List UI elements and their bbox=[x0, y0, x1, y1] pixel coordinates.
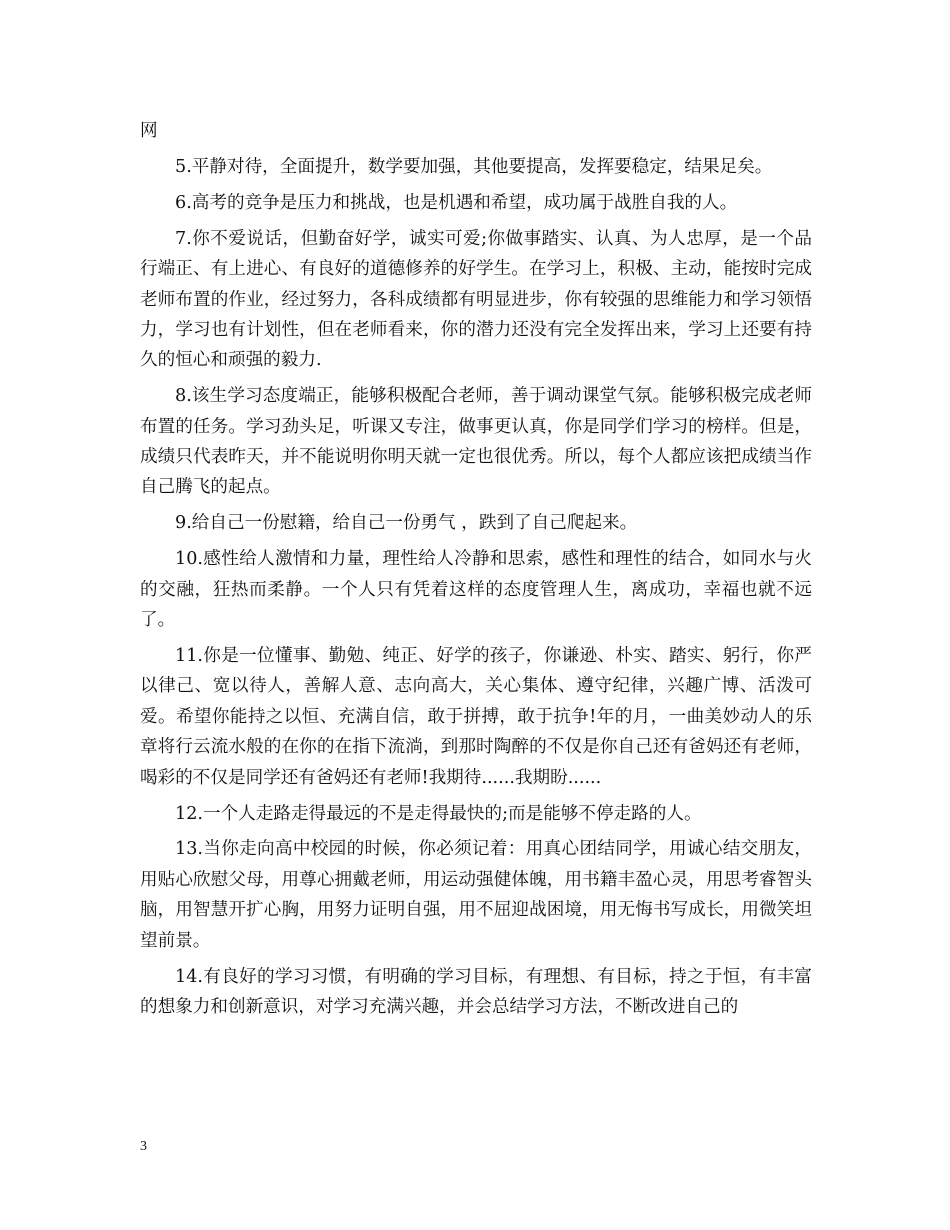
paragraph-item-10: 10.感性给人激情和力量，理性给人冷静和思索，感性和理性的结合，如同水与火的交融，狂热而柔静。一个人只有凭着这样的态度管理人生，离成功，幸福也就不远了。 bbox=[140, 549, 812, 631]
paragraph-item-12: 12.一个人走路走得最远的不是走得最快的;而是能够不停走路的人。 bbox=[175, 803, 702, 824]
paragraph-item-9: 9.给自己一份慰籍，给自己一份勇气 ，跌到了自己爬起来。 bbox=[175, 513, 638, 534]
paragraph-item-6: 6.高考的竞争是压力和挑战，也是机遇和希望，成功属于战胜自我的人。 bbox=[175, 192, 738, 213]
body-text bbox=[140, 116, 812, 1028]
paragraph-item-13: 13.当你走向高中校园的时候，你必须记着：用真心团结同学，用诚心结交朋友，用贴心欣慰父母，用尊心拥戴老师，用运动强健体魄，用书籍丰盈心灵，用思考睿智头脑，用智慧开扩心胸，用努力证明自强，用不屈迎战困境，用无悔书写成长，用微笑坦望前景。 bbox=[140, 839, 812, 951]
paragraph-item-14: 14.有良好的学习习惯，有明确的学习目标，有理想、有目标，持之于恒，有丰富的想象力和创新意识，对学习充满兴趣，并会总结学习方法，不断改进自己的 bbox=[140, 966, 812, 1017]
paragraph-continuation: 网 bbox=[140, 121, 158, 141]
paragraph-item-11: 11.你是一位懂事、勤勉、纯正、好学的孩子，你谦逊、朴实、踏实、躬行，你严以律己、宽以待人，善解人意、志向高大，关心集体、遵守纪律，兴趣广博、活泼可爱。希望你能持之以恒、充满自信，敢于拼搏，敢于抗争!年的月，一曲美妙动人的乐章将行云流水般的在你的在指下流淌，到那时陶醉的不仅是你自己还有爸妈还有老师，喝彩的不仅是同学还有爸妈还有老师!我期待......我期盼...... bbox=[140, 646, 812, 788]
page-number: 3 bbox=[140, 1139, 147, 1154]
paragraph-item-8: 8.该生学习态度端正，能够积极配合老师，善于调动课堂气氛。能够积极完成老师布置的任务。学习劲头足，听课又专注，做事更认真，你是同学们学习的榜样。但是，成绩只代表昨天，并不能说明你明天就一定也很优秀。所以，每个人都应该把成绩当作自己腾飞的起点。 bbox=[140, 386, 812, 498]
paragraph-item-7: 7.你不爱说话，但勤奋好学，诚实可爱;你做事踏实、认真、为人忠厚，是一个品行端正、有上进心、有良好的道德修养的好学生。在学习上，积极、主动，能按时完成老师布置的作业，经过努力，各科成绩都有明显进步，你有较强的思维能力和学习领悟力，学习也有计划性，但在老师看来，你的潜力还没有完全发挥出来，学习上还要有持久的恒心和顽强的毅力. bbox=[140, 228, 812, 371]
paragraph-item-5: 5.平静对待，全面提升，数学要加强，其他要提高，发挥要稳定，结果足矣。 bbox=[175, 156, 773, 177]
